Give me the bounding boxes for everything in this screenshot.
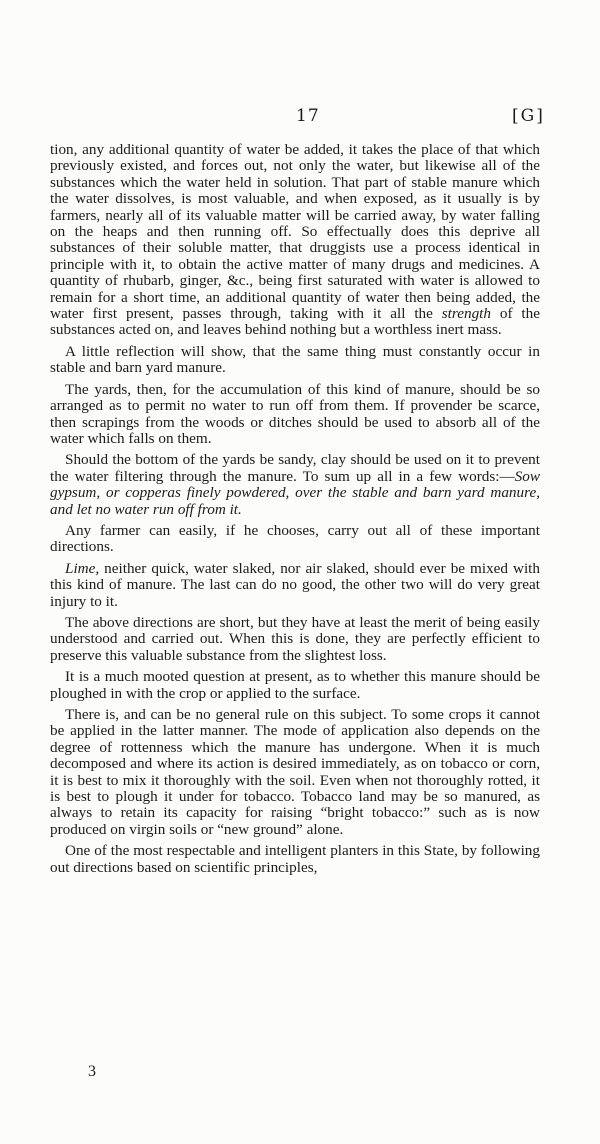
signature-mark: [G]	[512, 106, 545, 126]
text-run: neither quick, water slaked, nor air slaked, should ever be mixed with this kind of manure. The last can do no good, the other two will do very great injury to it.	[50, 559, 540, 610]
text-run: Any farmer can easily, if he chooses, carry out all of these important directions.	[50, 521, 540, 556]
paragraph	[50, 142, 540, 339]
paragraph	[50, 843, 540, 876]
italic-text: Sow gypsum, or copperas finely powdered, over the stable and barn yard manure, and let no water run off from it.	[50, 467, 540, 518]
italic-text: Lime,	[65, 559, 100, 577]
text-run: tion, any additional quantity of water be added, it takes the place of that which previously existed, and forces out, not only the water, but likewise all of the substances which the water held in solution. That part of stable manure which the water dissolves, is most valuable, and when exposed, as it usually is by farmers, nearly all of its valuable matter will be carried away, by water falling on the heaps and then running off. So effectually does this deprive all substances of their soluble matter, that druggists use a process identical in principle with it, to obtain the active matter of many drugs and medicines. A quantity of rhubarb, ginger, &c., being first saturated with water is allowed to remain for a short time, an additional quantity of water then being added, the water first present, passes through, taking with it all the	[50, 141, 540, 323]
paragraph	[50, 669, 540, 702]
paragraph	[50, 452, 540, 518]
text-run: The above directions are short, but they have at least the merit of being easily understood and carried out. When this is done, they are perfectly efficient to preserve this valuable substance from the slightest loss.	[50, 613, 540, 664]
text-run: The yards, then, for the accumulation of this kind of manure, should be so arranged as to permit no water to run off from them. If provender be scarce, then scrapings from the woods or ditches should be used to absorb all of the water which falls on them.	[50, 380, 540, 447]
paragraph	[50, 561, 540, 610]
paragraph	[50, 615, 540, 664]
italic-text: strength	[441, 305, 491, 323]
paragraph	[50, 523, 540, 556]
text-run: A little reflection will show, that the same thing must constantly occur in stable and barn yard manure.	[50, 342, 540, 377]
text-run: of the substances acted on, and leaves behind nothing but a worthless inert mass.	[50, 305, 540, 339]
paragraph	[50, 344, 540, 377]
paragraph	[50, 382, 540, 448]
text-run: There is, and can be no general rule on this subject. To some crops it cannot be applied in the latter manner. The mode of application also depends on the degree of rottenness which the manure has undergone. When it is much decomposed and where its action is desired immediately, as on tobacco or corn, it is best to mix it thoroughly with the soil. Even when not thoroughly rotted, it is best to plough it under for tobacco. Tobacco land may be so manured, as always to retain its capacity for raising “bright tobacco:” such as is now produced on virgin soils or “new ground” alone.	[50, 706, 540, 838]
text-run: One of the most respectable and intelligent planters in this State, by following out directions based on scientific principles,	[50, 842, 540, 876]
page-number: 17	[296, 106, 320, 126]
text-run: Should the bottom of the yards be sandy, clay should be used on it to prevent the water filtering through the manure. To sum up all in a few words:—	[50, 451, 540, 485]
paragraph	[50, 707, 540, 838]
body-text	[50, 142, 540, 881]
sheet-mark: 3	[88, 1063, 96, 1080]
text-run: It is a much mooted question at present, as to whether this manure should be ploughed in with the crop or applied to the surface.	[50, 668, 540, 702]
